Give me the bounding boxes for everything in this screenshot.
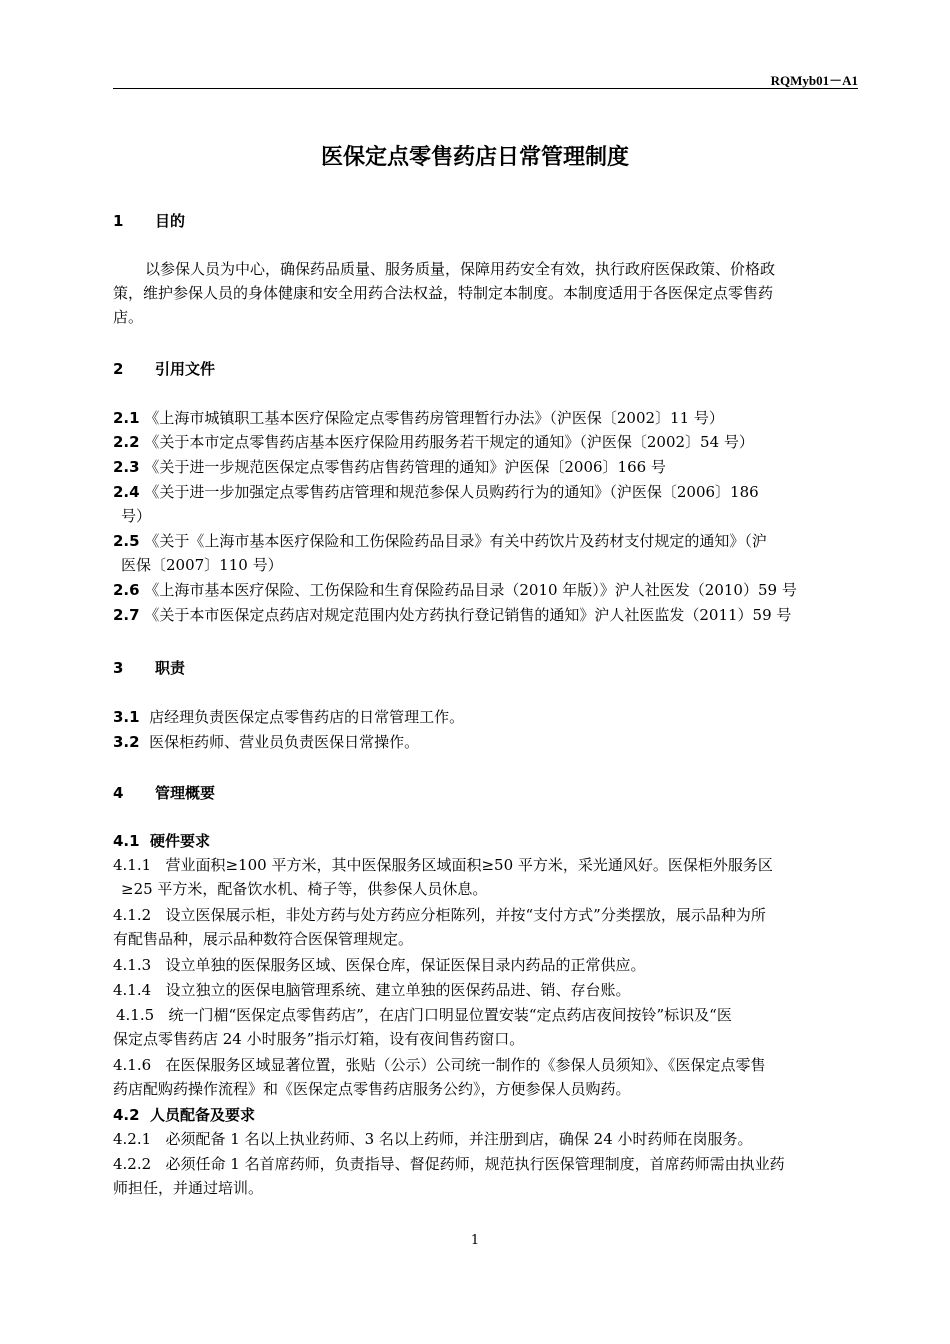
item-text: 统一门楣“医保定点零售药店”，在店门口明显位置安装“定点药店夜间按铃”标识及“医 xyxy=(168,1006,732,1024)
item-text: 必须配备 1 名以上执业药师、3 名以上药师，并注册到店，确保 24 小时药师在岗服务。 xyxy=(165,1130,753,1148)
section-title: 管理概要 xyxy=(155,784,216,802)
hardware-item xyxy=(113,853,773,877)
reference-item-continuation: 医保〔2007〕110 号） xyxy=(121,556,283,574)
item-text: 《上海市城镇职工基本医疗保险定点零售药房管理暂行办法》（沪医保〔2002〕11 号） xyxy=(144,409,724,427)
hardware-item-continuation: 保定点零售药店 24 小时服务”指示灯箱，设有夜间售药窗口。 xyxy=(113,1030,525,1048)
item-text: 《关于本市定点零售药店基本医疗保险用药服务若干规定的通知》（沪医保〔2002〕54 号） xyxy=(144,433,754,451)
hardware-item xyxy=(113,978,631,1002)
staff-item xyxy=(113,1127,753,1151)
item-text: 必须任命 1 名首席药师，负责指导、督促药师，规范执行医保管理制度，首席药师需由执业药 xyxy=(165,1155,785,1173)
item-number: 2.6 xyxy=(113,581,140,599)
item-number: 4.1.4 xyxy=(113,981,152,999)
page-number: 1 xyxy=(470,1233,480,1248)
duty-item xyxy=(113,705,464,729)
section-1-heading xyxy=(113,210,185,231)
item-text: 《关于进一步规范医保定点零售药店售药管理的通知》沪医保〔2006〕166 号 xyxy=(144,458,666,476)
item-text: 《关于进一步加强定点零售药店管理和规范参保人员购药行为的通知》（沪医保〔2006〕186 xyxy=(144,483,759,501)
subsection-title: 硬件要求 xyxy=(150,832,211,850)
item-text: 在医保服务区域显著位置，张贴（公示）公司统一制作的《参保人员须知》、《医保定点零售 xyxy=(165,1056,766,1074)
item-text: 设立医保展示柜，非处方药与处方药应分柜陈列，并按“支付方式”分类摆放，展示品种为所 xyxy=(165,906,766,924)
subsection-4-1-heading xyxy=(113,830,210,851)
purpose-line-2: 策，维护参保人员的身体健康和安全用药合法权益，特制定本制度。本制度适用于各医保定点零售药 xyxy=(113,284,774,302)
item-number: 2.3 xyxy=(113,458,140,476)
item-number: 4.1.5 xyxy=(116,1006,155,1024)
item-text: 设立单独的医保服务区域、医保仓库，保证医保目录内药品的正常供应。 xyxy=(165,956,646,974)
item-number: 4.1.1 xyxy=(113,856,152,874)
item-number: 4.2.2 xyxy=(113,1155,152,1173)
item-text: 《上海市基本医疗保险、工伤保险和生育保险药品目录（2010 年版）》沪人社医发（2010）59 号 xyxy=(144,581,797,599)
section-title: 目的 xyxy=(155,212,186,230)
duty-item xyxy=(113,730,419,754)
item-text: 《关于本市医保定点药店对规定范围内处方药执行登记销售的通知》沪人社医监发（2011）59 号 xyxy=(144,606,792,624)
hardware-item-continuation: ≥25 平方米，配备饮水机、椅子等，供参保人员休息。 xyxy=(121,880,488,898)
header-rule xyxy=(113,88,858,89)
document-code: RQMyb01－A1 xyxy=(770,73,858,88)
purpose-line-1: 以参保人员为中心，确保药品质量、服务质量，保障用药安全有效，执行政府医保政策、价格政 xyxy=(145,260,776,278)
item-number: 2.7 xyxy=(113,606,140,624)
item-number: 4.1.2 xyxy=(113,906,152,924)
reference-item xyxy=(113,430,754,454)
reference-item xyxy=(113,406,724,430)
item-number: 3.2 xyxy=(113,733,140,751)
hardware-item-continuation: 有配售品种，展示品种数符合医保管理规定。 xyxy=(113,930,414,948)
section-number: 1 xyxy=(113,212,124,230)
section-3-heading xyxy=(113,657,185,678)
subsection-number: 4.2 xyxy=(113,1106,140,1124)
hardware-item xyxy=(116,1003,732,1027)
purpose-line-3: 店。 xyxy=(113,308,144,326)
section-2-heading xyxy=(113,358,215,379)
section-number: 3 xyxy=(113,659,124,677)
item-number: 4.2.1 xyxy=(113,1130,152,1148)
staff-item xyxy=(113,1152,785,1176)
item-number: 4.1.3 xyxy=(113,956,152,974)
reference-item xyxy=(113,603,791,627)
item-text: 营业面积≥100 平方米，其中医保服务区域面积≥50 平方米，采光通风好。医保柜外服务区 xyxy=(165,856,773,874)
subsection-title: 人员配备及要求 xyxy=(150,1106,256,1124)
section-4-heading xyxy=(113,782,215,803)
item-number: 2.5 xyxy=(113,532,140,550)
section-number: 2 xyxy=(113,360,124,378)
item-number: 2.1 xyxy=(113,409,140,427)
reference-item xyxy=(113,455,666,479)
section-title: 职责 xyxy=(155,659,186,677)
item-text: 设立独立的医保电脑管理系统、建立单独的医保药品进、销、存台账。 xyxy=(165,981,631,999)
subsection-number: 4.1 xyxy=(113,832,140,850)
section-title: 引用文件 xyxy=(155,360,216,378)
item-number: 2.4 xyxy=(113,483,140,501)
item-text: 医保柜药师、营业员负责医保日常操作。 xyxy=(149,733,420,751)
staff-item-continuation: 师担任，并通过培训。 xyxy=(113,1179,264,1197)
reference-item-continuation: 号） xyxy=(121,507,152,525)
reference-item xyxy=(113,529,767,553)
hardware-item xyxy=(113,1053,766,1077)
item-text: 店经理负责医保定点零售药店的日常管理工作。 xyxy=(149,708,465,726)
hardware-item-continuation: 药店配购药操作流程》和《医保定点零售药店服务公约》，方便参保人员购药。 xyxy=(113,1080,631,1098)
section-number: 4 xyxy=(113,784,124,802)
reference-item xyxy=(113,578,797,602)
hardware-item xyxy=(113,953,646,977)
item-text: 《关于《上海市基本医疗保险和工伤保险药品目录》有关中药饮片及药材支付规定的通知》（沪 xyxy=(144,532,767,550)
item-number: 4.1.6 xyxy=(113,1056,152,1074)
item-number: 2.2 xyxy=(113,433,140,451)
item-number: 3.1 xyxy=(113,708,140,726)
reference-item xyxy=(113,480,759,504)
document-title: 医保定点零售药店日常管理制度 xyxy=(320,145,629,170)
hardware-item xyxy=(113,903,766,927)
subsection-4-2-heading xyxy=(113,1104,255,1125)
